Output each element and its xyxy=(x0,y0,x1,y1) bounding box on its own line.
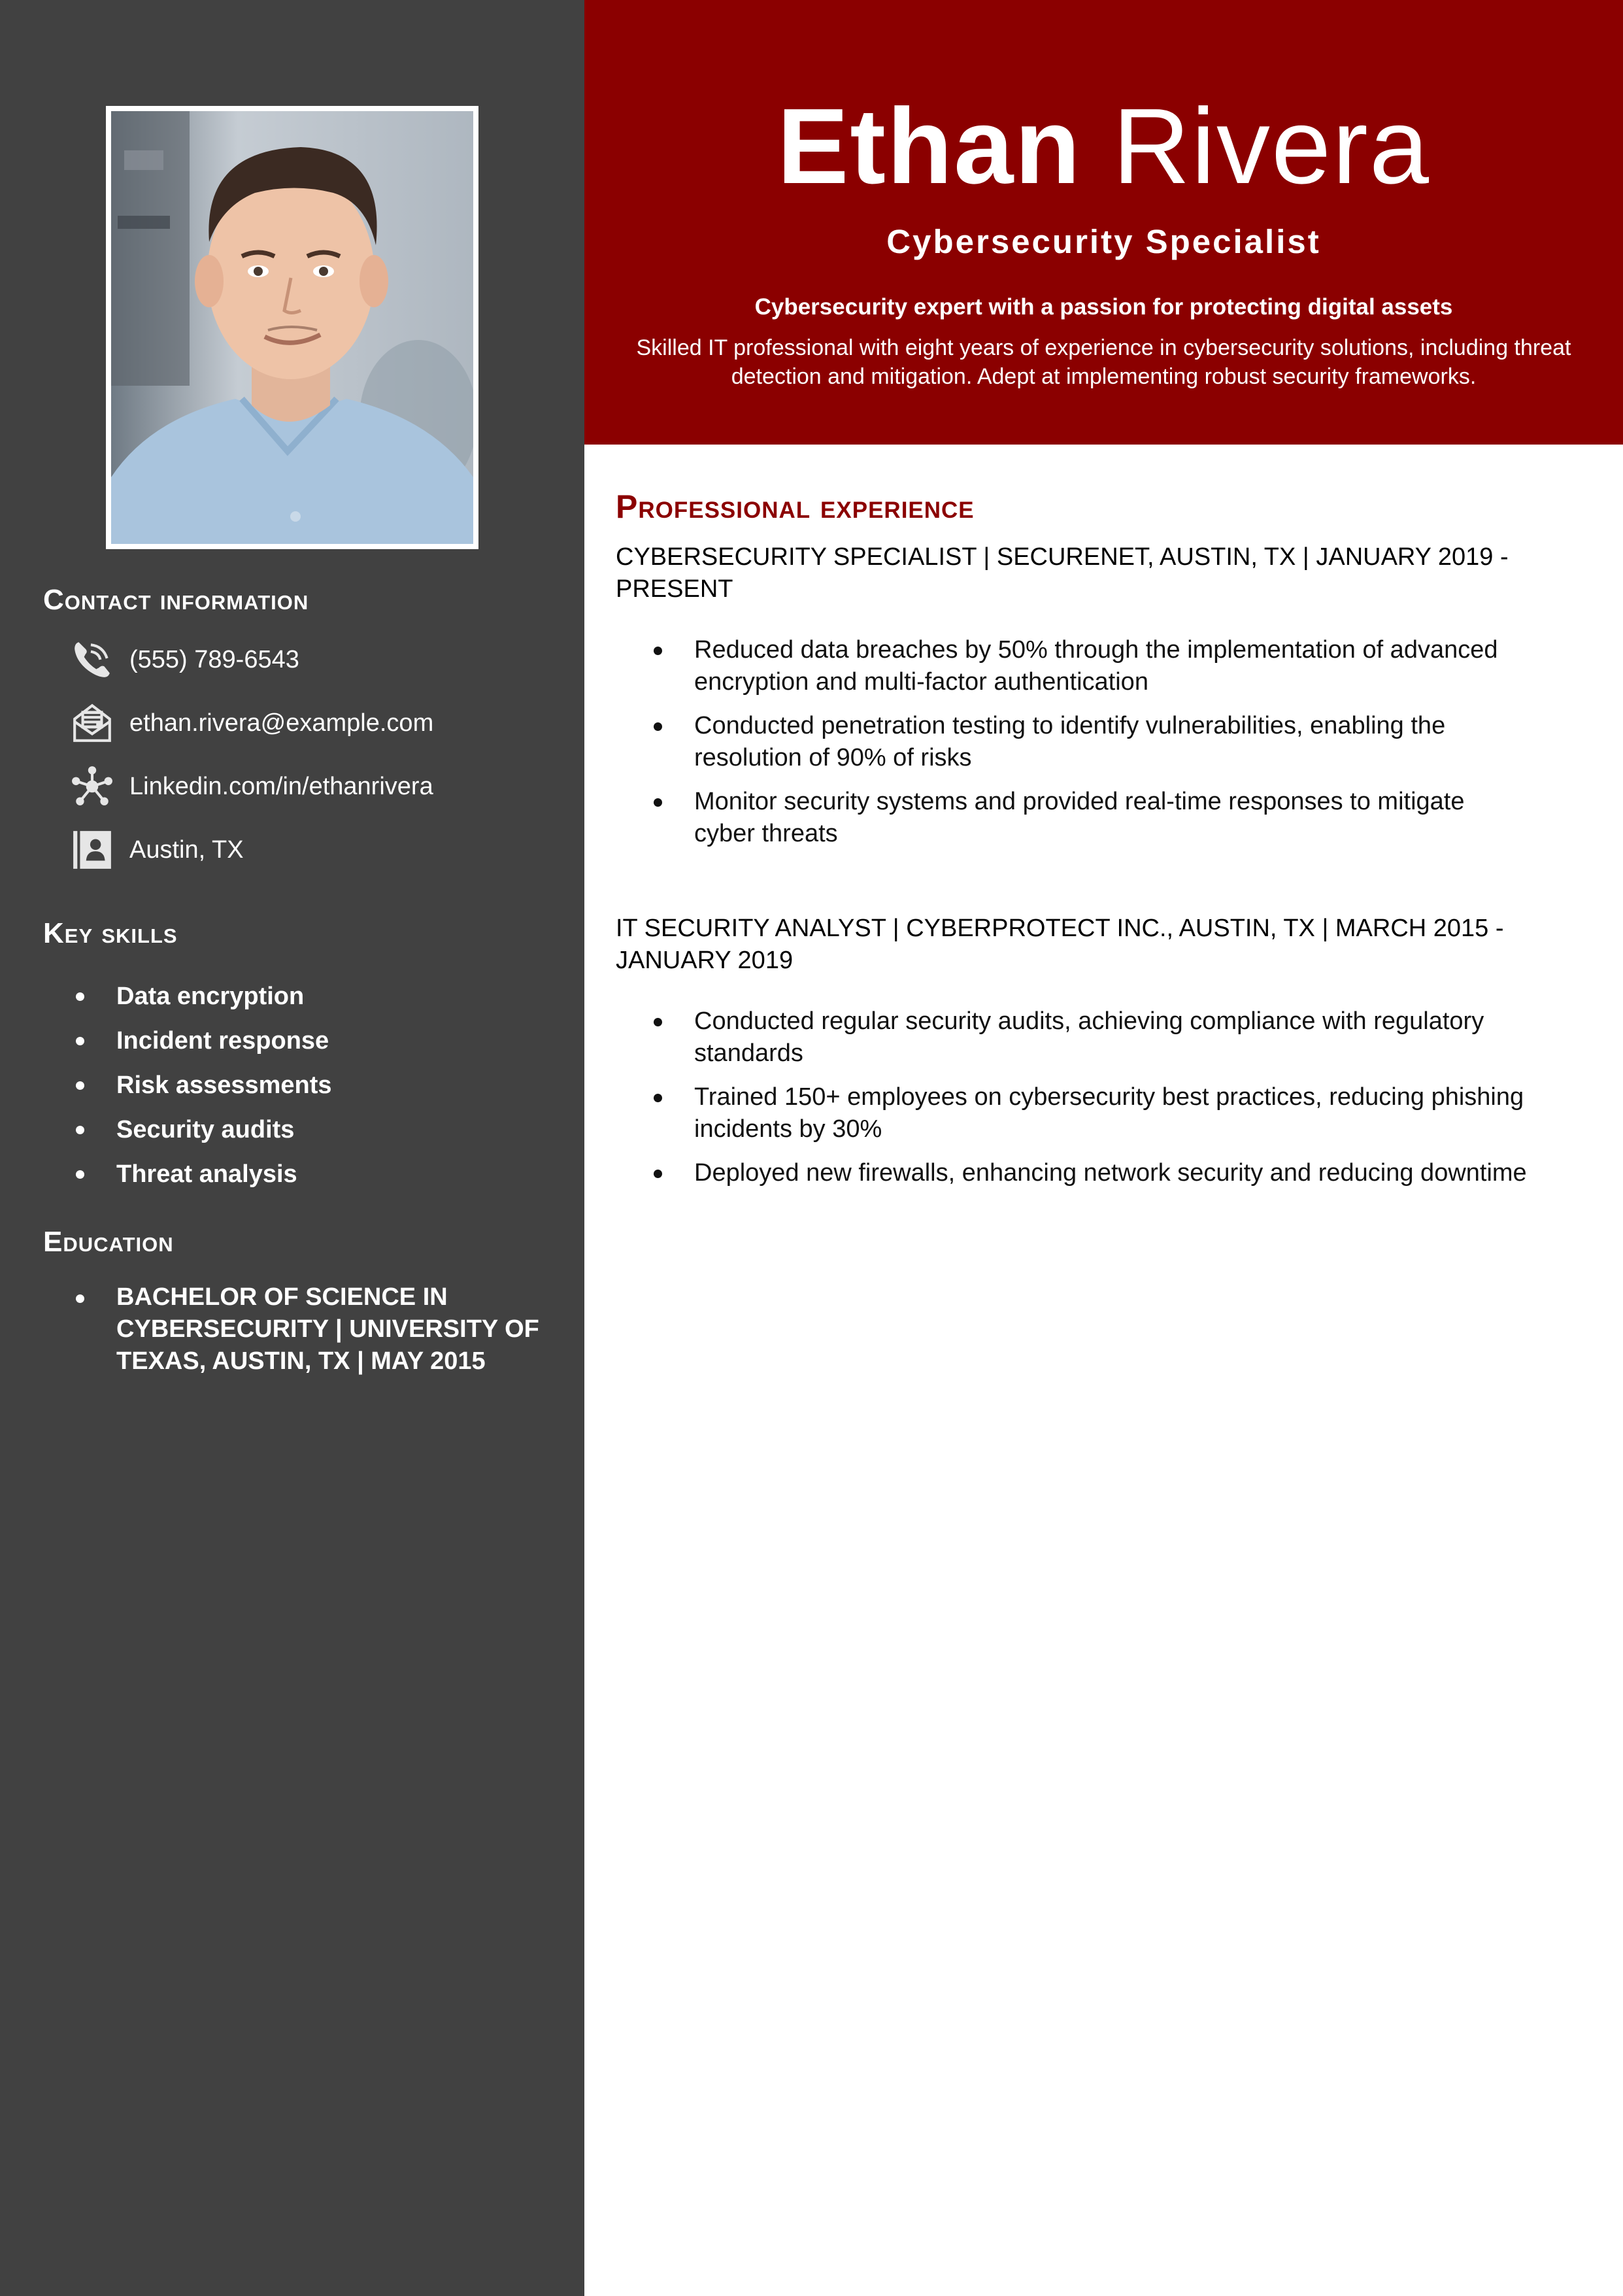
education-heading: Education xyxy=(43,1226,174,1258)
contact-location xyxy=(71,831,433,894)
education-item: BACHELOR OF SCIENCE IN CYBERSECURITY | UNIVERSITY OF TEXAS, AUSTIN, TX | MAY 2015 xyxy=(71,1281,567,1377)
job-bullets xyxy=(616,1005,1531,1189)
sidebar xyxy=(0,0,584,2296)
contact-list xyxy=(71,641,433,894)
skill-item: Security audits xyxy=(71,1107,332,1152)
skill-item: Incident response xyxy=(71,1019,332,1063)
skills-heading: Key skills xyxy=(43,917,178,949)
location-text: Austin, TX xyxy=(129,836,244,864)
education-list xyxy=(71,1281,567,1377)
contact-linkedin xyxy=(71,768,433,831)
tagline: Cybersecurity expert with a passion for protecting digital assets xyxy=(754,294,1453,320)
skill-item: Data encryption xyxy=(71,974,332,1019)
experience-heading: Professional experience xyxy=(616,488,975,525)
job-bullet: Reduced data breaches by 50% through the implementation of advanced encryption and multi-factor authentication xyxy=(616,634,1531,698)
job-bullet: Conducted penetration testing to identify vulnerabilities, enabling the resolution of 90% of risks xyxy=(616,710,1531,774)
job-entry xyxy=(616,541,1557,850)
job-line: IT SECURITY ANALYST | CYBERPROTECT INC., AUSTIN, TX | MARCH 2015 - JANUARY 2019 xyxy=(616,915,1504,974)
candidate-name xyxy=(584,86,1623,206)
profile-photo xyxy=(106,106,478,549)
first-name: Ethan xyxy=(777,86,1082,206)
summary: Skilled IT professional with eight years of experience in cybersecurity solutions, including threat detection and mitigation. Adept at implementing robust security frameworks. xyxy=(636,335,1571,389)
job-entry xyxy=(616,913,1557,1189)
linkedin-text[interactable]: Linkedin.com/in/ethanrivera xyxy=(129,773,433,800)
email-icon xyxy=(71,700,123,746)
skill-item: Threat analysis xyxy=(71,1152,332,1196)
skill-item: Risk assessments xyxy=(71,1063,332,1107)
contact-heading: Contact information xyxy=(43,584,309,616)
job-title: Cybersecurity Specialist xyxy=(886,223,1321,260)
main-content xyxy=(616,484,1557,1201)
header-banner xyxy=(584,0,1623,445)
job-bullet: Deployed new firewalls, enhancing network security and reducing downtime xyxy=(616,1157,1531,1189)
job-bullet: Monitor security systems and provided real-time responses to mitigate cyber threats xyxy=(616,786,1531,850)
job-bullets xyxy=(616,634,1531,850)
job-bullet: Conducted regular security audits, achieving compliance with regulatory standards xyxy=(616,1005,1531,1070)
job-bullet: Trained 150+ employees on cybersecurity best practices, reducing phishing incidents by 30% xyxy=(616,1081,1531,1145)
contact-phone xyxy=(71,641,433,704)
address-book-icon xyxy=(71,827,123,873)
contact-email xyxy=(71,704,433,768)
linkedin-network-icon xyxy=(71,764,123,809)
email-text[interactable]: ethan.rivera@example.com xyxy=(129,709,434,737)
job-line: CYBERSECURITY SPECIALIST | SECURENET, AUSTIN, TX | JANUARY 2019 - PRESENT xyxy=(616,543,1509,603)
phone-text[interactable]: (555) 789-6543 xyxy=(129,646,299,673)
profile-photo-illustration xyxy=(111,111,473,544)
skills-list xyxy=(71,974,332,1196)
last-name: Rivera xyxy=(1113,86,1431,206)
phone-icon xyxy=(71,637,123,683)
